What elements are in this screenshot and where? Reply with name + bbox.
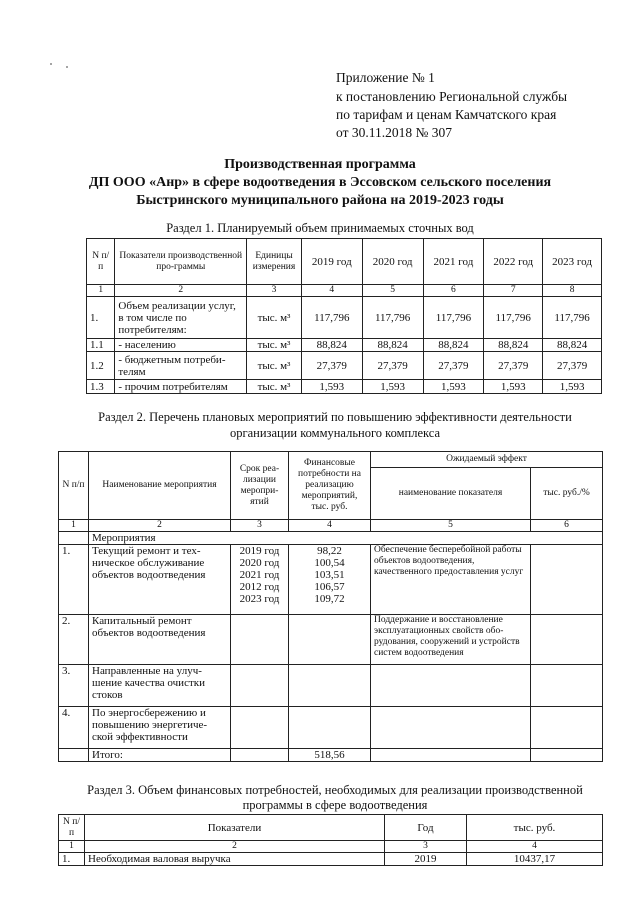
row-num: 1.	[59, 545, 89, 615]
empty-cell	[371, 707, 531, 749]
empty-cell	[231, 615, 289, 665]
appendix-line-3: по тарифам и ценам Камчатского края	[336, 107, 557, 122]
col-effect-unit-header: тыс. руб./%	[531, 468, 603, 520]
empty-cell	[531, 749, 603, 762]
empty-cell	[531, 707, 603, 749]
empty-cell	[59, 749, 89, 762]
row-unit: тыс. м³	[247, 380, 302, 394]
row-value: 1,593	[362, 380, 423, 394]
row-name: Объем реализации услуг, в том числе по потребителям:	[115, 297, 247, 339]
col-number: 1	[87, 285, 115, 297]
row-amount: 103,51	[314, 569, 345, 581]
row-value: 88,824	[301, 339, 362, 352]
col-number: 6	[531, 520, 603, 532]
row-name: - прочим потребителям	[115, 380, 247, 394]
row-amount: 98,22	[317, 545, 342, 557]
col-number: 2	[89, 520, 231, 532]
scan-speck	[50, 63, 52, 65]
row-num: 1.	[87, 297, 115, 339]
col-name-header: Наименование мероприятия	[89, 452, 231, 520]
row-value: 27,379	[301, 352, 362, 380]
row-year: 2012 год	[239, 581, 280, 593]
row-effect: Обеспечение бесперебойной работы объектов водоотведения, качественного предоставления услуг	[371, 545, 531, 615]
row-value: 1,593	[543, 380, 602, 394]
table-row	[87, 297, 602, 339]
doc-title-line-3: Быстринского муниципального района на 2019-2023 годы	[136, 193, 504, 208]
col-year-header: 2020 год	[362, 239, 423, 285]
empty-cell	[289, 707, 371, 749]
section2-colnum-row	[59, 520, 603, 532]
empty-cell	[59, 532, 89, 545]
row-value: 27,379	[423, 352, 484, 380]
row-unit: тыс. м³	[247, 297, 302, 339]
row-year: 2020 год	[239, 557, 280, 569]
empty-cell	[371, 665, 531, 707]
table-row	[59, 665, 603, 707]
section3-header-row	[59, 815, 603, 841]
section3-table	[58, 814, 603, 866]
empty-cell	[371, 749, 531, 762]
col-number: 2	[115, 285, 247, 297]
section1-header-row	[87, 239, 602, 285]
table-row	[59, 707, 603, 749]
row-num: 1.	[59, 853, 85, 866]
row-unit: тыс. м³	[247, 339, 302, 352]
doc-title-line-1: Производственная программа	[224, 157, 416, 172]
col-number: 1	[59, 841, 85, 853]
col-number: 5	[371, 520, 531, 532]
row-value: 88,824	[423, 339, 484, 352]
row-num: 2.	[59, 615, 89, 665]
doc-title-line-2: ДП ООО «Анр» в сфере водоотведения в Эссовском сельского поселения	[88, 175, 552, 190]
row-value: 88,824	[484, 339, 543, 352]
col-number: 7	[484, 285, 543, 297]
col-effect-name-header: наименование показателя	[371, 468, 531, 520]
section2-header-row	[59, 452, 603, 468]
table-row	[87, 352, 602, 380]
empty-cell	[231, 749, 289, 762]
row-amounts	[289, 545, 371, 615]
row-num: 3.	[59, 665, 89, 707]
empty-cell	[531, 545, 603, 615]
row-value: 27,379	[484, 352, 543, 380]
empty-cell	[231, 665, 289, 707]
col-year-header: 2023 год	[543, 239, 602, 285]
row-name: Необходимая валовая выручка	[85, 853, 385, 866]
row-name: - бюджетным потреби-телям	[115, 352, 247, 380]
row-name: Капитальный ремонт объектов водоотведения	[89, 615, 231, 665]
row-num: 1.1	[87, 339, 115, 352]
col-num-header: N п/п	[59, 452, 89, 520]
total-row	[59, 749, 603, 762]
row-year: 2023 год	[239, 593, 280, 605]
row-value: 117,796	[362, 297, 423, 339]
col-year-header: 2021 год	[423, 239, 484, 285]
row-unit: тыс. м³	[247, 352, 302, 380]
section2-caption-line-1: Раздел 2. Перечень плановых мероприятий по повышению эффективности деятельности	[98, 410, 572, 424]
group-label: Мероприятия	[89, 532, 603, 545]
row-name: - населению	[115, 339, 247, 352]
row-year: 2021 год	[239, 569, 280, 581]
col-indicator-header: Показатели производственной про-граммы	[115, 239, 247, 285]
section2-table	[58, 451, 603, 762]
col-unit-header: Единицы измерения	[247, 239, 302, 285]
col-number: 4	[289, 520, 371, 532]
col-number: 5	[362, 285, 423, 297]
table-row	[59, 853, 603, 866]
col-number: 1	[59, 520, 89, 532]
col-number: 3	[385, 841, 467, 853]
row-num: 1.3	[87, 380, 115, 394]
row-years	[231, 545, 289, 615]
appendix-line-2: к постановлению Региональной службы	[336, 89, 568, 104]
section3-caption-line-2: программы в сфере водоотведения	[242, 798, 428, 812]
row-value: 117,796	[423, 297, 484, 339]
row-num: 1.2	[87, 352, 115, 380]
group-row	[59, 532, 603, 545]
section1-table	[86, 238, 602, 394]
row-value: 1,593	[423, 380, 484, 394]
row-name: По энергосбережению и повышению энергетиче-ской эффективности	[89, 707, 231, 749]
col-num-header: N п/п	[59, 815, 85, 841]
col-indicator-header: Показатели	[85, 815, 385, 841]
scan-speck	[66, 66, 68, 68]
table-row	[87, 339, 602, 352]
row-value: 117,796	[301, 297, 362, 339]
col-number: 3	[247, 285, 302, 297]
table-row	[59, 615, 603, 665]
row-amount: 10437,17	[467, 853, 603, 866]
section3-colnum-row	[59, 841, 603, 853]
col-amount-header: тыс. руб.	[467, 815, 603, 841]
empty-cell	[289, 665, 371, 707]
col-effect-header: Ожидаемый эффект	[371, 452, 603, 468]
col-term-header: Срок реа-лизации меропри-ятий	[231, 452, 289, 520]
row-value: 1,593	[484, 380, 543, 394]
row-year: 2019 год	[239, 545, 280, 557]
col-number: 4	[301, 285, 362, 297]
row-num: 4.	[59, 707, 89, 749]
row-effect: Поддержание и восстановление эксплуатационных свойств обо-рудования, сооружений и устройств систем водоотведения	[371, 615, 531, 665]
table-row	[87, 380, 602, 394]
row-name: Направленные на улуч-шение качества очистки стоков	[89, 665, 231, 707]
row-value: 117,796	[543, 297, 602, 339]
total-label: Итого:	[89, 749, 231, 762]
empty-cell	[289, 615, 371, 665]
row-year: 2019	[385, 853, 467, 866]
section3-caption-line-1: Раздел 3. Объем финансовых потребностей, необходимых для реализации производственной	[87, 783, 583, 797]
row-value: 88,824	[362, 339, 423, 352]
row-value: 88,824	[543, 339, 602, 352]
row-value: 27,379	[362, 352, 423, 380]
col-number: 6	[423, 285, 484, 297]
row-value: 1,593	[301, 380, 362, 394]
col-num-header: N п/п	[87, 239, 115, 285]
section1-colnum-row	[87, 285, 602, 297]
col-year-header: Год	[385, 815, 467, 841]
total-value: 518,56	[289, 749, 371, 762]
row-amount: 100,54	[314, 557, 345, 569]
col-finance-header: Финансовые потребности на реализацию мероприятий, тыс. руб.	[289, 452, 371, 520]
col-year-header: 2022 год	[484, 239, 543, 285]
row-value: 117,796	[484, 297, 543, 339]
appendix-line-4: от 30.11.2018 № 307	[336, 125, 452, 140]
col-year-header: 2019 год	[301, 239, 362, 285]
section2-caption-line-2: организации коммунального комплекса	[229, 426, 441, 440]
appendix-line-1: Приложение № 1	[336, 70, 435, 85]
col-number: 2	[85, 841, 385, 853]
row-name: Текущий ремонт и тех-ническое обслуживание объектов водоотведения	[89, 545, 231, 615]
row-amount: 106,57	[314, 581, 345, 593]
empty-cell	[531, 665, 603, 707]
row-value: 27,379	[543, 352, 602, 380]
table-row	[59, 545, 603, 615]
col-number: 4	[467, 841, 603, 853]
empty-cell	[531, 615, 603, 665]
col-number: 3	[231, 520, 289, 532]
empty-cell	[231, 707, 289, 749]
col-number: 8	[543, 285, 602, 297]
row-amount: 109,72	[314, 593, 345, 605]
section1-caption: Раздел 1. Планируемый объем принимаемых сточных вод	[166, 221, 474, 235]
